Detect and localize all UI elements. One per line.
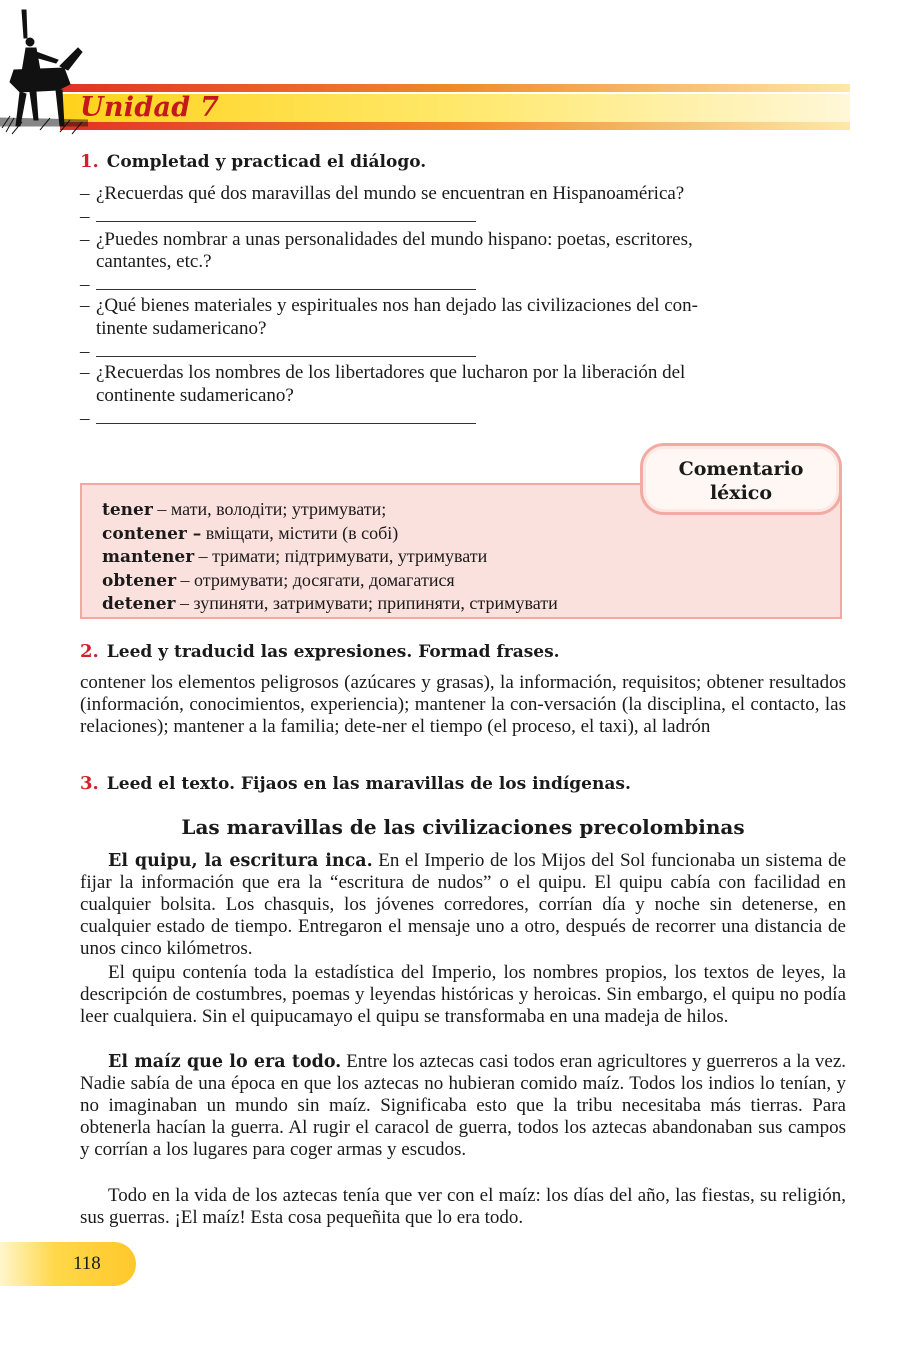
- lexical-tab-line-1: Comentario: [678, 458, 804, 480]
- lexical-item: tener – мати, володіти; утримувати;: [102, 499, 387, 520]
- exercise-number: 2.: [80, 641, 99, 662]
- don-quixote-logo: [0, 8, 88, 148]
- dialogue-question-2-cont: cantantes, etc.?: [96, 251, 212, 272]
- exercise-2-heading: [80, 641, 560, 662]
- dialogue-question-2: – ¿Puedes nombrar a unas personalidades del mundo hispano: poetas, escritores,: [80, 229, 693, 250]
- dialogue-answer-blank-2[interactable]: –: [80, 274, 846, 296]
- page-number-tab: [0, 1242, 136, 1286]
- lexical-tab-line-2: léxico: [709, 482, 773, 504]
- exercise-instruction: Completad y practicad el diálogo.: [106, 152, 427, 172]
- reading-paragraph-1: El quipu, la escritura inca. En el Imperio de los Mijos del Sol funcionaba un sistema de fijar la información que era la “escritura de nudos” o el quipu. El quipu cabía con facilidad en cualquier bolsita. Los chasquis, los jóvenes corredores, corrían día y noche sin detenerse, en cualquier estado de tiempo. Entregaron el mensaje uno a otro, después de recorrer una distancia de unos cinco kilómetros.: [80, 850, 846, 959]
- exercise-instruction: Leed y traducid las expresiones. Formad frases.: [106, 642, 560, 662]
- reading-paragraph-4: Todo en la vida de los aztecas tenía que ver con el maíz: los días del año, las fiestas, su religión, sus guerras. ¡El maíz! Esta cosa pequeñita que lo era todo.: [80, 1185, 846, 1228]
- lexical-item: detener – зупиняти, затримувати; припиняти, стримувати: [102, 593, 558, 615]
- lexical-commentary-tab: [640, 443, 842, 515]
- exercise-instruction: Leed el texto. Fijaos en las maravillas de los indígenas.: [106, 774, 631, 794]
- reading-paragraph-2: El quipu contenía toda la estadística del Imperio, los nombres propios, los textos de leyes, la descripción de costumbres, poemas y leyendas históricas y heroicas. Sin embargo, el quipu no podía leer cualquiera. Sin el quipucamayo el quipu se transformaba en una madeja de hilos.: [80, 962, 846, 1027]
- dialogue-question-4: – ¿Recuerdas los nombres de los libertadores que lucharon por la liberación del: [80, 362, 686, 383]
- exercise-number: 3.: [80, 773, 99, 794]
- dialogue-question-3: – ¿Qué bienes materiales y espirituales nos han dejado las civilizaciones del con-: [80, 295, 698, 316]
- dialogue-question-4-cont: continente sudamericano?: [96, 385, 294, 406]
- lexical-list: [102, 498, 558, 616]
- exercise-2-expressions: contener los elementos peligrosos (azúcares y grasas), la información, requisitos; obtener resultados (información, conocimientos, experiencia); mantener la con-versación (la disciplina, el contacto, las relaciones); mantener a la familia; dete-ner el tiempo (el proceso, el taxi), al ladrón: [80, 672, 846, 737]
- lexical-item: mantener – тримати; підтримувати, утримувати: [102, 546, 488, 568]
- reading-paragraph-3: El maíz que lo era todo. Entre los aztecas casi todos eran agricultores y guerreros a la vez. Nadie sabía de una época en que los aztecas no hubieran comido maíz. Todos los indios lo tenían, y no imaginaban un mundo sin maíz. Significaba esto que la tribu necesitaba más tierras. Para obtenerla hacían la guerra. Al rugir el caracol de guerra, todos los aztecas abandonaban sus campos y corrían a los lugares para coger armas y escudos.: [80, 1051, 847, 1160]
- exercise-1-heading: [80, 151, 426, 172]
- lexical-item: obtener – отримувати; досягати, домагатися: [102, 569, 455, 591]
- unit-title: Unidad 7: [80, 92, 220, 123]
- dialogue-answer-blank-3[interactable]: –: [80, 341, 846, 363]
- reading-title: Las maravillas de las civilizaciones precolombinas: [181, 815, 745, 839]
- dialogue-answer-blank-4[interactable]: –: [80, 408, 846, 430]
- lexical-item: contener – вміщати, містити (в собі): [102, 522, 399, 544]
- dialogue-question-1: – ¿Recuerdas qué dos maravillas del mundo se encuentran en Hispanoamérica?: [80, 183, 685, 204]
- dialogue-answer-blank-1[interactable]: –: [80, 206, 846, 228]
- header-band-top: [60, 84, 850, 92]
- page-number: 118: [73, 1253, 101, 1274]
- header-band-bottom: [60, 122, 850, 130]
- exercise-number: 1.: [80, 151, 99, 172]
- dialogue-question-3-cont: tinente sudamericano?: [96, 318, 267, 339]
- exercise-3-heading: [80, 773, 631, 794]
